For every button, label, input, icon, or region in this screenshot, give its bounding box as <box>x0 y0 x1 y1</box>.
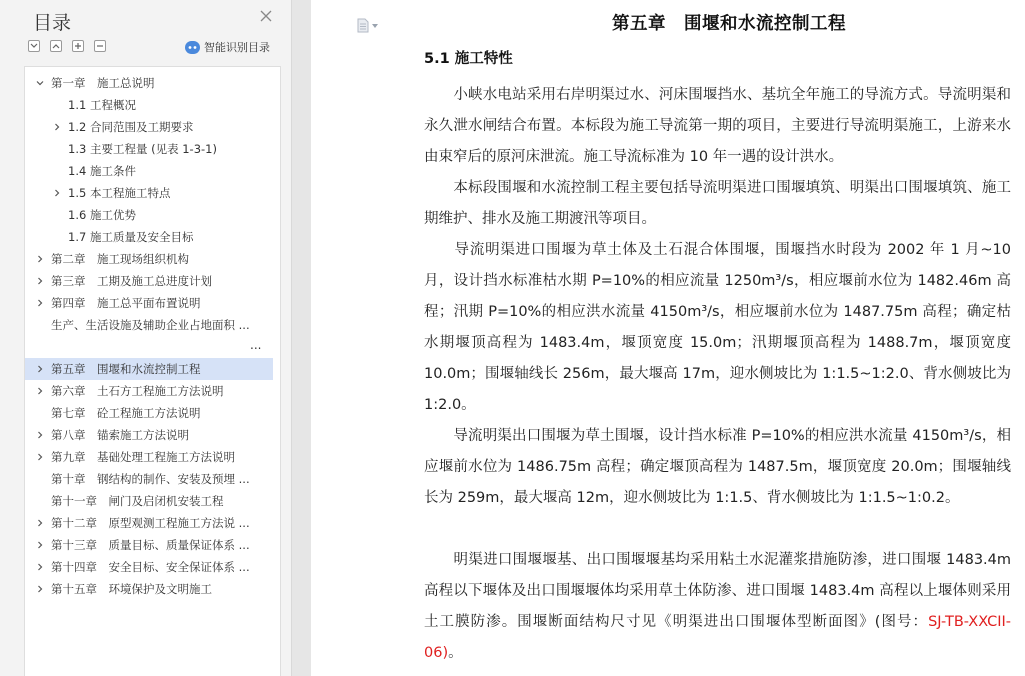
toc-item-label: 1.7 施工质量及安全目标 <box>68 230 194 244</box>
paragraph-text: 明渠进口围堰堰基、出口围堰堰基均采用粘土水泥灌浆措施防渗，进口围堰 1483.4m 高程以下堰体及出口围堰堰体均采用草土体防渗、进口围堰 1483.4m 高程以上堰体则采用土工膜防渗。围堰断面结构尺寸见《明渠进出口围堰体型断面图》(图号： <box>424 552 1011 630</box>
toc-item[interactable] <box>25 160 280 182</box>
toc-item[interactable] <box>25 270 280 292</box>
chapter-title: 第五章 围堰和水流控制工程 <box>612 14 846 34</box>
toc-item[interactable] <box>25 116 280 138</box>
chevron-right-icon[interactable] <box>35 430 45 440</box>
paragraph <box>424 173 1011 235</box>
paragraph <box>424 80 1011 173</box>
toc-item-label: 第十五章 环境保护及文明施工 <box>51 582 212 596</box>
toc-item-label: 第一章 施工总说明 <box>51 76 155 90</box>
toc-item-label: 1.3 主要工程量 (见表 1-3-1) <box>68 142 217 156</box>
chevron-right-icon[interactable] <box>35 386 45 396</box>
paragraph <box>424 545 1011 669</box>
document-icon <box>357 18 369 33</box>
paragraph-tail: 。 <box>448 645 463 661</box>
add-heading-icon[interactable] <box>72 40 84 52</box>
toc-item-label: 第十章 钢结构的制作、安装及预埋 ... <box>51 472 250 486</box>
toc-item[interactable] <box>25 94 280 116</box>
toc-item-label: 第十四章 安全目标、安全保证体系 ... <box>51 560 250 574</box>
paragraph-text: 本标段围堰和水流控制工程主要包括导流明渠进口围堰填筑、明渠出口围堰填筑、施工期维护、排水及施工期渡汛等项目。 <box>424 180 1011 227</box>
toc-item-label: 1.4 施工条件 <box>68 164 136 178</box>
toc-panel <box>0 0 291 676</box>
toc-item-label: 第十二章 原型观测工程施工方法说 ... <box>51 516 250 530</box>
toc-title: 目录 <box>33 12 72 34</box>
toc-item-label: 第八章 锚索施工方法说明 <box>51 428 189 442</box>
toc-item[interactable] <box>25 314 280 336</box>
paragraph-text: 小峡水电站采用右岸明渠过水、河床围堰挡水、基坑全年施工的导流方式。导流明渠和永久泄水闸结合布置。本标段为施工导流第一期的项目，主要进行导流明渠施工，上游来水由束窄后的原河床泄流。施工导流标准为 10 年一遇的设计洪水。 <box>424 87 1011 165</box>
toc-item-label: 第二章 施工现场组织机构 <box>51 252 189 266</box>
chevron-right-icon[interactable] <box>35 364 45 374</box>
toc-item[interactable] <box>25 402 280 424</box>
toc-item-label: 生产、生活设施及辅助企业占地面积 ... <box>51 318 250 332</box>
toc-list-box <box>24 66 281 676</box>
toc-toolbar <box>28 40 106 52</box>
toc-item[interactable] <box>25 512 280 534</box>
paragraph <box>424 421 1011 514</box>
toc-item[interactable] <box>25 556 280 578</box>
toc-item[interactable] <box>25 204 280 226</box>
chevron-right-icon[interactable] <box>52 188 62 198</box>
toc-item[interactable] <box>25 182 280 204</box>
chevron-down-icon <box>372 24 378 28</box>
toc-item-label: 第十一章 闸门及启闭机安装工程 <box>51 494 224 508</box>
toc-item-label: 1.2 合同范围及工期要求 <box>68 120 194 134</box>
toc-item-label: 1.1 工程概况 <box>68 98 136 112</box>
panel-divider-scrollbar[interactable] <box>291 0 311 676</box>
toc-item[interactable] <box>25 226 280 248</box>
toc-item-label: 第七章 砼工程施工方法说明 <box>51 406 201 420</box>
toc-item-label: 第十三章 质量目标、质量保证体系 ... <box>51 538 250 552</box>
collapse-all-icon[interactable] <box>28 40 40 52</box>
chevron-right-icon[interactable] <box>35 254 45 264</box>
toc-item-label: 第四章 施工总平面布置说明 <box>51 296 201 310</box>
drawing-reference-link[interactable]: SJ-TB-XXCII-06) <box>424 614 1011 661</box>
paragraph-text: 导流明渠出口围堰为草土围堰，设计挡水标准 P=10%的相应洪水流量 4150m³/s，相应堰前水位为 1486.75m 高程；确定堰顶高程为 1487.5m，堰顶宽度 20.0m；围堰轴线长为 259m，最大堰高 12m，迎水侧坡比为 1:1.5、背水侧坡比为 1:1.5~1:0.2。 <box>424 428 1011 506</box>
toc-item[interactable] <box>25 380 280 402</box>
close-icon[interactable] <box>259 9 273 23</box>
toc-item-label: 第九章 基础处理工程施工方法说明 <box>51 450 235 464</box>
page-options-button[interactable] <box>357 18 378 33</box>
chevron-right-icon[interactable] <box>35 276 45 286</box>
chevron-right-icon[interactable] <box>35 298 45 308</box>
remove-heading-icon[interactable] <box>94 40 106 52</box>
chevron-right-icon[interactable] <box>35 562 45 572</box>
chevron-right-icon[interactable] <box>35 584 45 594</box>
chevron-right-icon[interactable] <box>52 122 62 132</box>
toc-item[interactable] <box>25 446 280 468</box>
smart-toc-button[interactable] <box>185 39 270 55</box>
toc-item[interactable] <box>25 534 280 556</box>
toc-item[interactable] <box>25 138 280 160</box>
toc-item-label: 第六章 土石方工程施工方法说明 <box>51 384 224 398</box>
toc-item[interactable] <box>25 292 280 314</box>
toc-item[interactable] <box>25 424 280 446</box>
document-page <box>311 0 1025 676</box>
smart-toc-label: 智能识别目录 <box>204 41 270 54</box>
toc-item-label: 第五章 围堰和水流控制工程 <box>51 362 201 376</box>
toc-item-label: 1.6 施工优势 <box>68 208 136 222</box>
toc-item[interactable] <box>25 578 280 600</box>
section-title: 5.1 施工特性 <box>424 51 513 67</box>
toc-more-indicator: ... <box>250 338 262 352</box>
toc-item[interactable] <box>25 358 273 380</box>
smart-toc-icon <box>185 41 200 54</box>
toc-item-label: 第三章 工期及施工总进度计划 <box>51 274 212 288</box>
paragraph <box>424 235 1011 421</box>
expand-all-icon[interactable] <box>50 40 62 52</box>
chevron-right-icon[interactable] <box>35 518 45 528</box>
toc-item-label: 1.5 本工程施工特点 <box>68 186 171 200</box>
toc-item[interactable] <box>25 468 280 490</box>
toc-item[interactable] <box>25 490 280 512</box>
toc-item[interactable] <box>25 248 280 270</box>
chevron-down-icon[interactable] <box>35 78 45 88</box>
toc-item[interactable] <box>25 72 280 94</box>
chevron-right-icon[interactable] <box>35 452 45 462</box>
chevron-right-icon[interactable] <box>35 540 45 550</box>
toc-list <box>25 72 280 600</box>
paragraph-text: 导流明渠进口围堰为草土体及土石混合体围堰，围堰挡水时段为 2002 年 1 月~10 月，设计挡水标准枯水期 P=10%的相应流量 1250m³/s，相应堰前水位为 1482.46m 高程；汛期 P=10%的相应洪水流量 4150m³/s，相应堰前水位为 1487.75m 高程；确定枯水期堰顶高程为 1483.4m，堰顶宽度 15.0m；汛期堰顶高程为 1488.7m，堰顶宽度 10.0m；围堰轴线长 256m，最大堰高 17m，迎水侧坡比为 1:1.5~1:2.0、背水侧坡比为 1:2.0。 <box>424 242 1011 413</box>
